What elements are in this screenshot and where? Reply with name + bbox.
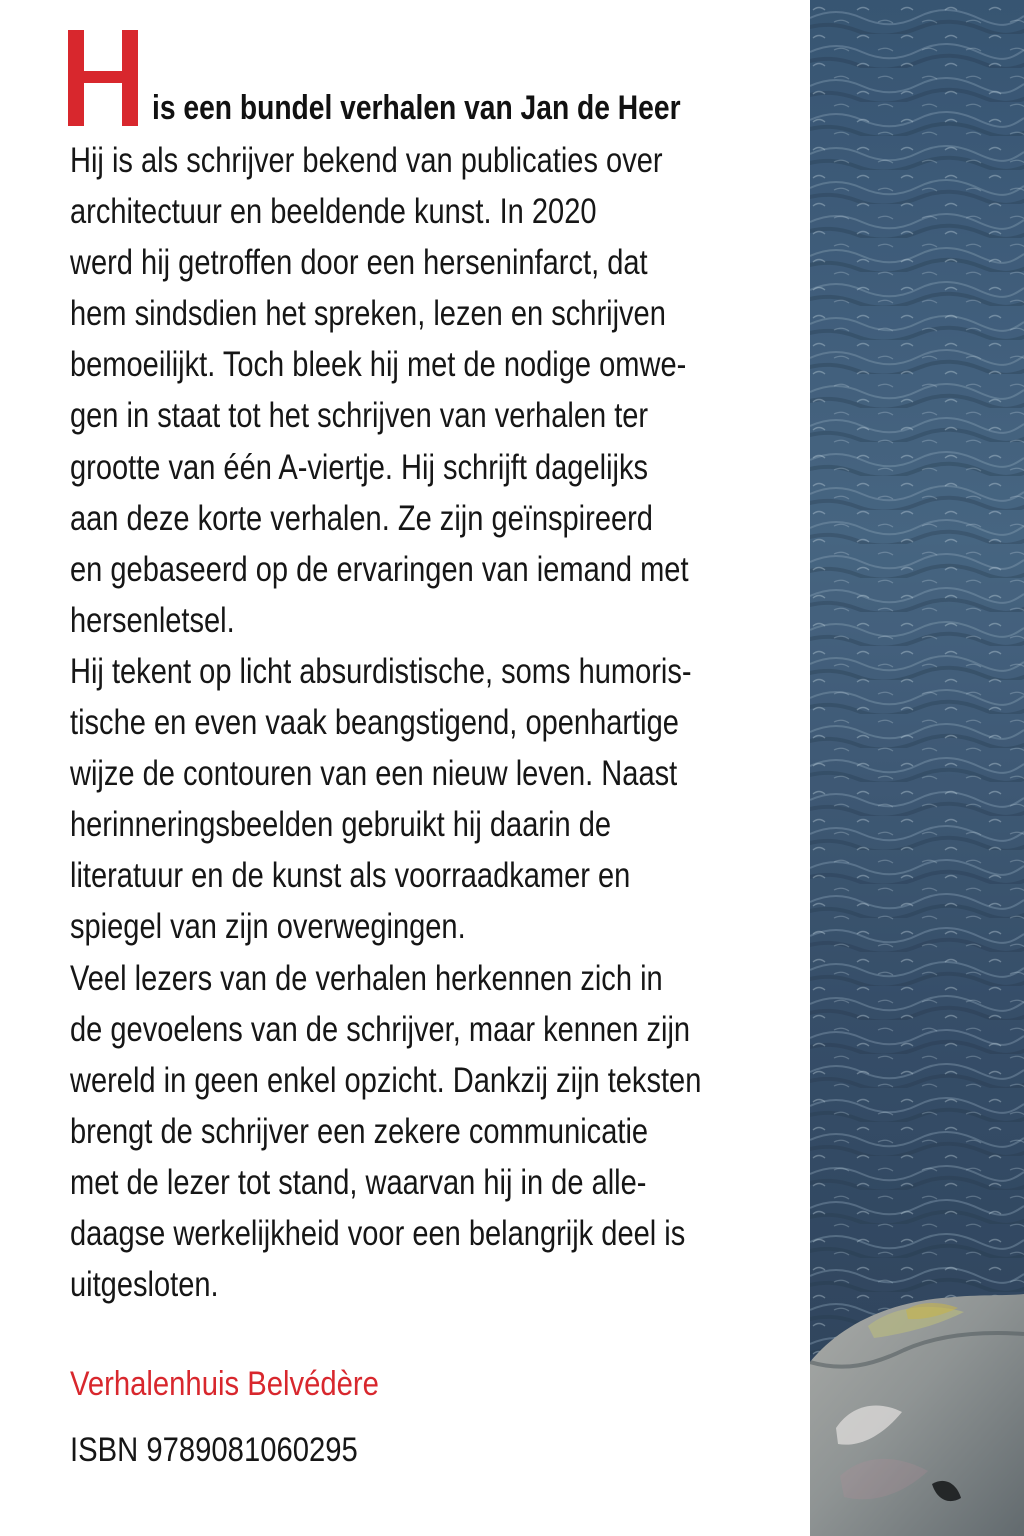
- description-line: de gevoelens van de schrijver, maar kennen zijn: [70, 1009, 691, 1049]
- description-line: herinneringsbeelden gebruikt hij daarin de: [70, 805, 612, 845]
- drop-cap-right-stroke: [122, 30, 138, 126]
- water-rock-photo-strip: [810, 0, 1024, 1536]
- description-line: hem sindsdien het spreken, lezen en schrijven: [70, 294, 666, 334]
- description-line: gen in staat tot het schrijven van verhalen ter: [70, 396, 649, 436]
- description-line: architectuur en beeldende kunst. In 2020: [70, 192, 597, 232]
- description-line: werd hij getroffen door een herseninfarct, dat: [70, 243, 648, 283]
- publisher-name: Verhalenhuis Belvédère: [70, 1365, 379, 1403]
- description-line: literatuur en de kunst als voorraadkamer en: [70, 856, 631, 896]
- description-line: en gebaseerd op de ervaringen van iemand met: [70, 549, 689, 589]
- description-line: bemoeilijkt. Toch bleek hij met de nodige omwe-: [70, 345, 687, 385]
- drop-cap-h: [68, 30, 140, 126]
- drop-cap-left-stroke: [68, 30, 84, 126]
- description-line: Hij tekent op licht absurdistische, soms humoris-: [70, 651, 692, 691]
- isbn-number: ISBN 9789081060295: [70, 1431, 358, 1469]
- description-line: wereld in geen enkel opzicht. Dankzij zijn teksten: [70, 1060, 702, 1100]
- water-photo-illustration: [810, 0, 1024, 1536]
- description-line: met de lezer tot stand, waarvan hij in de alle-: [70, 1162, 647, 1202]
- description-line: aan deze korte verhalen. Ze zijn geïnspireerd: [70, 498, 653, 538]
- description-line: grootte van één A-viertje. Hij schrijft dagelijks: [70, 447, 649, 487]
- description-line: daagse werkelijkheid voor een belangrijk deel is: [70, 1213, 686, 1253]
- description-line: tische en even vaak beangstigend, openhartige: [70, 703, 679, 743]
- description-line: brengt de schrijver een zekere communicatie: [70, 1111, 649, 1151]
- description-line: wijze de contouren van een nieuw leven. Naast: [70, 754, 678, 794]
- drop-cap-crossbar: [84, 71, 122, 83]
- description-line: spiegel van zijn overwegingen.: [70, 907, 466, 947]
- book-description: [70, 135, 800, 1310]
- description-line: hersenletsel.: [70, 600, 235, 640]
- description-line: Hij is als schrijver bekend van publicaties over: [70, 141, 663, 180]
- description-line: uitgesloten.: [70, 1265, 219, 1305]
- description-line: Veel lezers van de verhalen herkennen zich in: [70, 958, 663, 998]
- book-intro-line: is een bundel verhalen van Jan de Heer: [152, 89, 681, 127]
